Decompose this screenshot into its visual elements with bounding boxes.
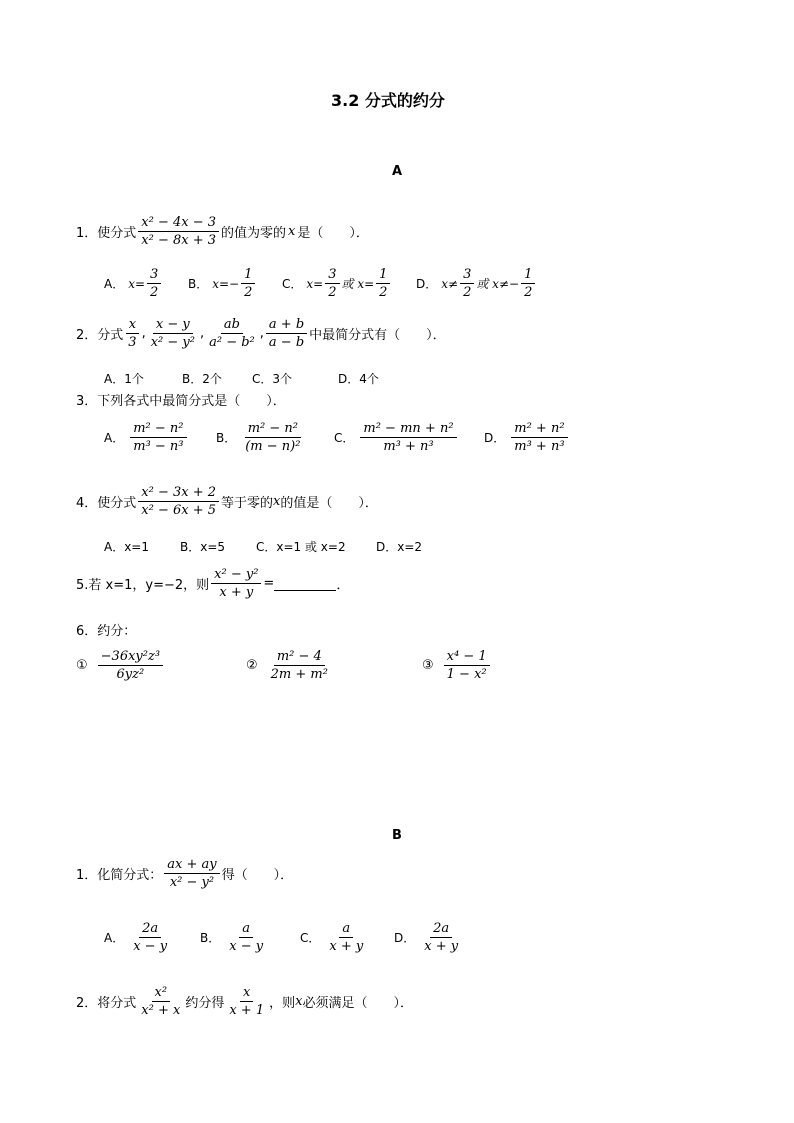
a-q4-fraction [138,484,219,519]
a-q1-option-b[interactable] [188,266,282,301]
option-numerator: m² + n² [511,420,567,438]
a-q4-end: 的值是（ ）． [280,496,378,511]
fraction-denominator: x + 1 [229,1003,265,1018]
item-numerator: −36xy²z³ [98,648,163,666]
b-q1-option-c[interactable] [300,920,394,955]
item-denominator: 6yz² [116,667,145,682]
item-marker: ② [246,658,258,673]
option-denominator: 2 [379,285,388,300]
a-q4-prefix: 4．使分式 [76,496,137,511]
a-q4-variable: x [273,494,281,509]
fraction-numerator: x [126,316,139,334]
option-label: A． [104,431,125,445]
option-label: B． [200,931,221,945]
item-numerator: x⁴ − 1 [444,648,490,666]
option-numerator: 1 [376,266,390,284]
a-q4-suffix: 等于零的 [221,496,274,511]
item-denominator: 1 − x² [446,667,487,682]
b-question-1 [76,856,293,891]
option-label: C． [300,931,321,945]
option-numerator: m² − n² [130,420,186,438]
a-q1-denominator: x² − 8x + 3 [141,233,217,248]
fraction-numerator: ax + ay [164,856,219,874]
a-question-6: 6．约分： [76,624,137,639]
b-q1-option-d[interactable] [394,920,463,955]
option-expression: x= [306,276,324,291]
option-numerator: a [239,920,253,938]
b-q2-fraction-2 [226,984,267,1019]
a-q3-option-b[interactable] [216,420,334,455]
b-q1-fraction [164,856,219,891]
a-question-4 [76,484,378,519]
a-q4-option-d[interactable]: D．x=2 [376,540,423,554]
b-q1-option-b[interactable] [200,920,300,955]
option-numerator: m² − n² [245,420,301,438]
option-label: B． [216,431,237,445]
option-denominator: x + y [424,939,459,954]
option-expression: x= [128,276,146,291]
a-q6-item-1[interactable] [76,648,246,683]
fraction-numerator: ab [221,316,243,334]
item-denominator: 2m + m² [270,667,328,682]
b-q1-option-a[interactable] [104,920,200,955]
a-q4-option-c[interactable]: C．x=1 或 x=2 [256,540,346,554]
a-q4-option-b[interactable]: B．x=5 [180,540,226,554]
a-q2-fraction-3 [206,316,258,351]
a-q1-end: 是（ ）． [297,226,369,241]
fraction-numerator: a + b [266,316,307,334]
a-q2-fraction-1 [125,316,139,351]
option-denominator: x + y [329,939,364,954]
b-q1-end: 得（ ）． [221,868,294,883]
a-q2-end: 中最简分式有（ ）． [309,328,446,343]
fraction-denominator: a − b [268,335,305,350]
option-denominator: 2 [328,285,337,300]
a-question-3: 3．下列各式中最简分式是（ ）． [76,394,286,409]
item-numerator: m² − 4 [274,648,325,666]
option-label: D． [484,431,506,445]
fraction-denominator: x² − y² [150,335,195,350]
option-denominator: 2 [150,285,159,300]
fraction-numerator: x² − 3x + 2 [138,484,219,502]
b-q2-fraction-1 [138,984,183,1019]
fraction-numerator: x² − y² [211,566,261,584]
a-q3-option-d[interactable] [484,420,570,455]
fraction-denominator: x² − y² [169,875,215,890]
a-q5-answer-blank[interactable] [274,576,336,591]
a-q3-option-a[interactable] [104,420,216,455]
fraction-denominator: x² − 6x + 5 [141,503,217,518]
a-q5-prefix: 5.若 x=1，y=−2，则 [76,578,210,593]
a-q4-option-a[interactable]: A．x=1 [104,540,150,554]
option-denominator: 2 [463,285,472,300]
fraction-denominator: a² − b² [209,335,255,350]
a-q4-options [104,538,422,555]
option-numerator: 1 [241,266,255,284]
option-denominator: x − y [133,939,168,954]
a-question-1 [76,214,369,249]
fraction-denominator: 3 [128,335,137,350]
a-q1-prefix: 1．使分式 [76,226,137,241]
option-denominator: m³ − n³ [133,439,184,454]
option-connector: 或 x≠− [476,277,520,291]
option-label: A． [104,931,125,945]
a-q6-items [76,648,492,683]
a-q1-numerator: x² − 4x − 3 [138,214,219,232]
option-denominator: m³ + n³ [514,439,565,454]
fraction-numerator: x² [152,984,171,1002]
a-question-2: 2．分式 $\frac{x}{3}$ , $\frac{x - y}{\text{x² − y²}}$ , $\frac{ab}{\text{a² − b²}}$ , $\frac{a + b}{a - b}$ 中最简分式有（ ）． [76,317,446,350]
option-denominator: m³ + n³ [383,439,434,454]
option-numerator: 3 [460,266,474,284]
fraction-denominator: x² + x [141,1003,181,1018]
a-q1-option-d[interactable] [416,266,537,301]
option-label: D． [416,277,438,291]
option-label: D． [394,931,416,945]
a-q2-option-a[interactable]: A．1个 [104,372,144,386]
b-q2-prefix: 2．将分式 [76,996,137,1011]
page-title: 3.2 分式的约分 [331,91,445,110]
fraction-numerator: x − y [153,316,193,334]
a-q5-end: ． [336,578,350,593]
a-q1-fraction [138,214,219,249]
option-denominator: 2 [244,285,253,300]
a-q1-option-c[interactable] [282,266,416,301]
option-numerator: 1 [521,266,535,284]
item-marker: ① [76,658,88,673]
section-b-label: B [392,828,402,843]
a-q3-option-c[interactable] [334,420,484,455]
a-q2-prefix: 2．分式 [76,328,124,343]
a-q5-fraction [211,566,261,601]
a-q1-option-a[interactable] [104,266,188,301]
option-numerator: 3 [325,266,339,284]
a-q2-options [104,370,379,387]
a-q2-fraction-2 [148,316,198,351]
option-denominator: 2 [524,285,533,300]
option-denominator: (m − n)² [245,439,301,454]
option-numerator: m² − mn + n² [360,420,456,438]
a-q5-equals: = [263,576,275,591]
option-label: C． [282,277,303,291]
b-q2-mid: 约分得 [185,996,225,1011]
b-q2-end: ，则 [269,996,296,1011]
fraction-numerator: x [240,984,253,1002]
a-q6-item-3[interactable] [422,648,492,683]
b-q1-prefix: 1．化简分式： [76,868,163,883]
a-q2-fraction-4 [266,316,307,351]
option-label: C． [334,431,355,445]
a-q6-item-2[interactable] [246,648,422,683]
option-numerator: 2a [139,920,161,938]
a-question-5 [76,566,349,601]
option-expression: x=− [212,276,240,291]
option-label: A． [104,277,125,291]
option-numerator: 2a [430,920,452,938]
b-q2-variable: x [295,994,303,1009]
option-denominator: x − y [229,939,264,954]
a-q2-option-c[interactable]: C．3个 [252,372,293,386]
a-q2-option-b[interactable]: B．2个 [182,372,222,386]
b-q2-tail: 必须满足（ ）． [302,996,413,1011]
option-numerator: 3 [147,266,161,284]
fraction-denominator: x + y [219,585,254,600]
b-q1-options [104,920,463,955]
option-expression: x≠ [441,276,459,291]
option-connector: 或 x= [341,277,375,291]
a-q1-options [104,266,537,301]
a-q1-variable: x [288,224,296,239]
option-numerator: a [339,920,353,938]
section-a-label: A [392,164,403,179]
option-label: B． [188,277,209,291]
a-q2-option-d[interactable]: D．4个 [338,372,379,386]
a-q3-options [104,420,570,455]
a-q1-suffix: 的值为零的 [221,226,287,241]
b-question-2 [76,984,413,1019]
item-marker: ③ [422,658,434,673]
